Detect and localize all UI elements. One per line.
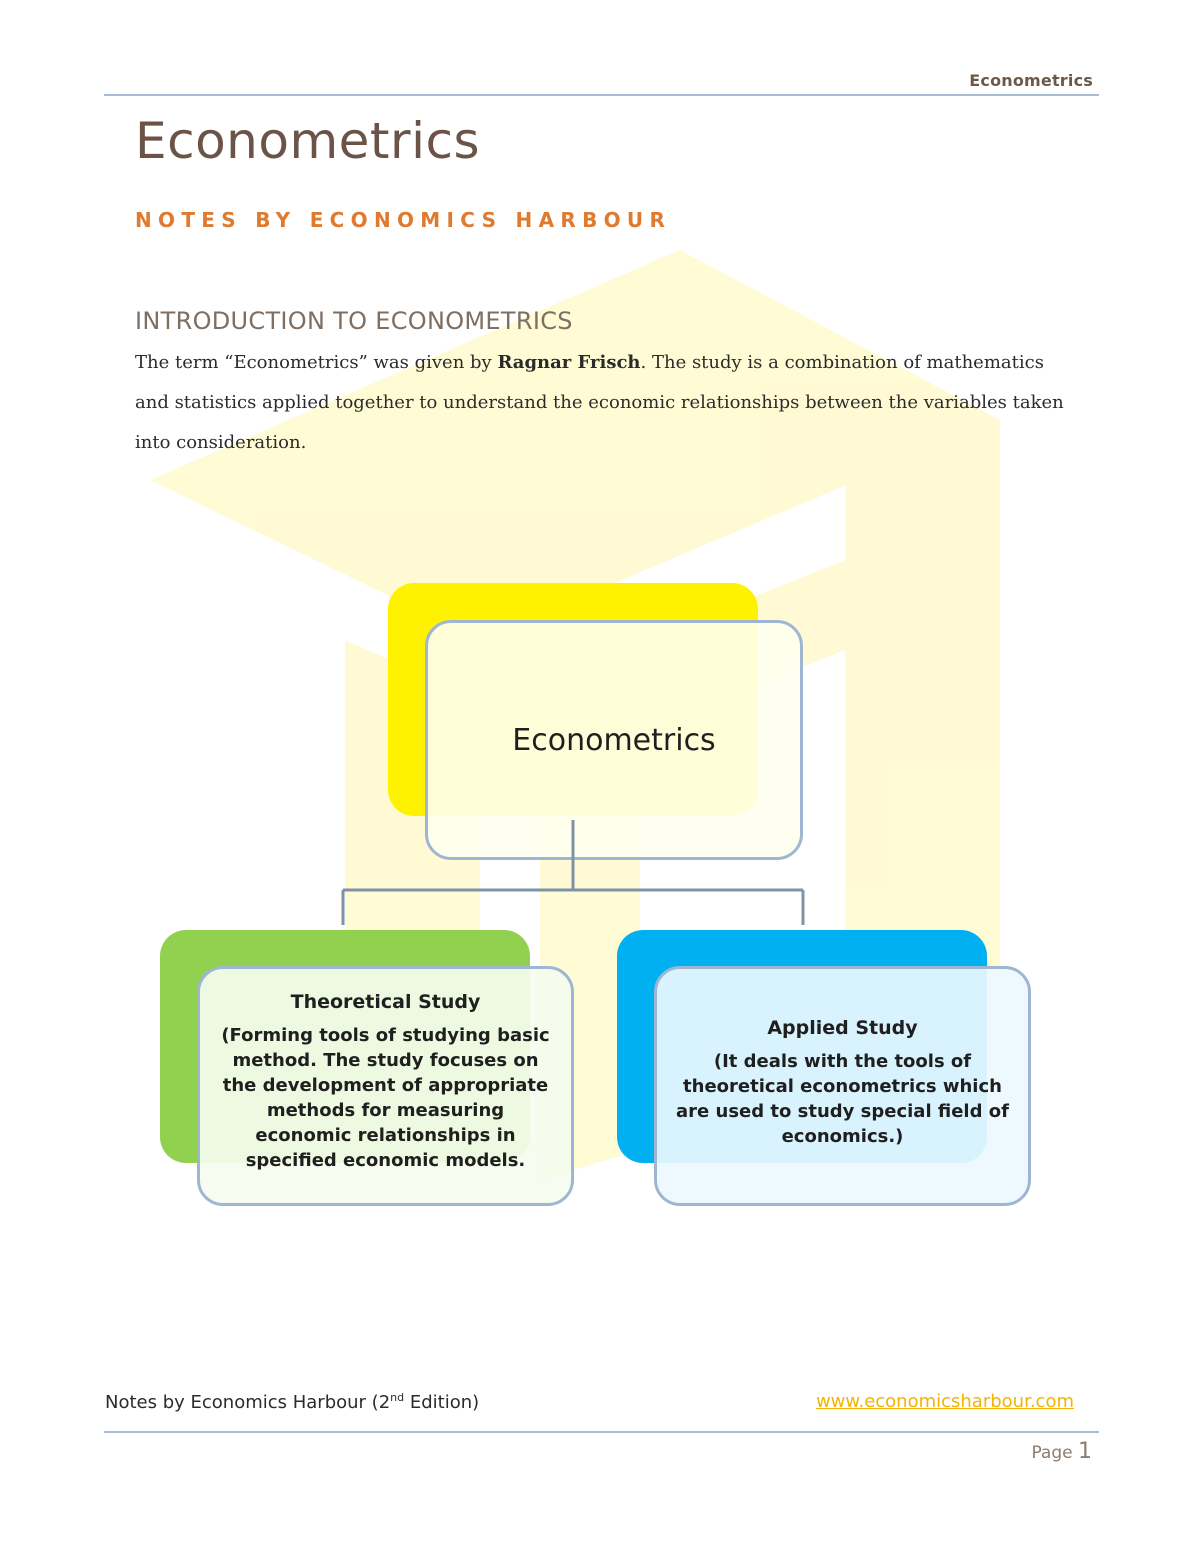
- root-node-label: Econometrics: [512, 722, 716, 758]
- connector-lines: [330, 820, 820, 930]
- applied-study-description: (It deals with the tools of theoretical econometrics which are used to study special field of economics.): [676, 1051, 1009, 1147]
- intro-paragraph: The term “Econometrics” was given by Ragnar Frisch. The study is a combination of mathematics and statistics applied together to understand the economic relationships between the variables taken into consideration.: [135, 352, 1064, 453]
- document-title: Econometrics: [135, 112, 481, 170]
- header-rule: [104, 94, 1099, 96]
- website-link[interactable]: www.economicsharbour.com: [815, 1391, 1074, 1412]
- footer-edition: Notes by Economics Harbour (2nd Edition): [105, 1391, 480, 1413]
- applied-study-node: [654, 966, 1031, 1206]
- applied-study-title: Applied Study: [767, 1017, 918, 1039]
- running-header: Econometrics: [969, 71, 1093, 90]
- theoretical-study-node: [197, 966, 574, 1206]
- page-number: Page 1: [1031, 1439, 1092, 1464]
- section-heading: INTRODUCTION TO ECONOMETRICS: [135, 307, 573, 335]
- theoretical-study-description: (Forming tools of studying basic method. The study focuses on the development of appropriate methods for measuring economic relationships in specified economic models.: [221, 1025, 550, 1171]
- document-subtitle: NOTES BY ECONOMICS HARBOUR: [135, 208, 672, 232]
- footer-rule: [104, 1431, 1099, 1433]
- person-name: Ragnar Frisch: [497, 352, 641, 373]
- theoretical-study-title: Theoretical Study: [290, 991, 481, 1013]
